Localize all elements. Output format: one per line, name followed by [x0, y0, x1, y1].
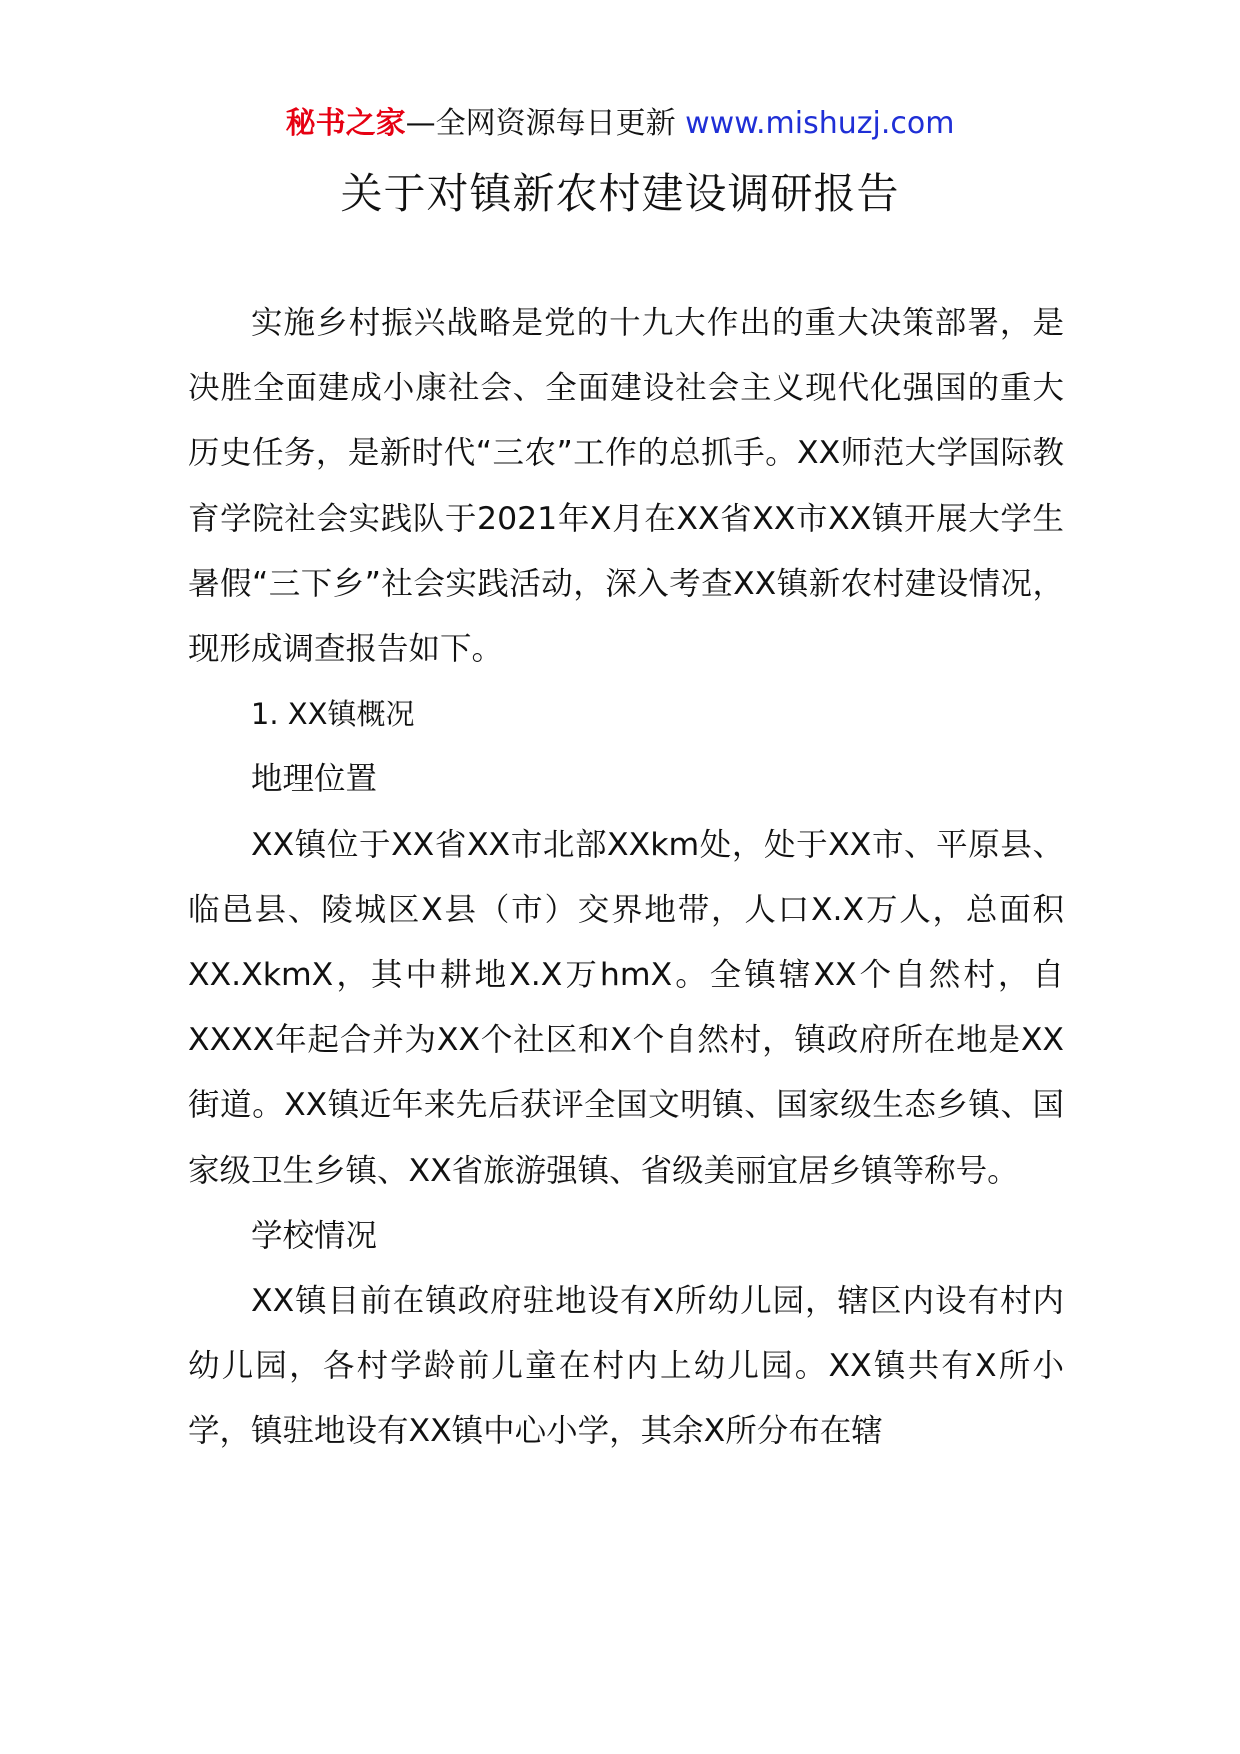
geography-paragraph: XX镇位于XX省XX市北部XXkm处，处于XX市、平原县、临邑县、陵城区X县（市）交界地带，人口X.X万人，总面积XX.XkmX，其中耕地X.X万hmX。全镇辖XX个自然村，自XXXX年起合并为XX个社区和X个自然村，镇政府所在地是XX街道。XX镇近年来先后获评全国文明镇、国家级生态乡镇、国家级卫生乡镇、XX省旅游强镇、省级美丽宜居乡镇等称号。	[188, 826, 1064, 1189]
site-brand: 秘书之家	[285, 106, 406, 141]
schools-paragraph: XX镇目前在镇政府驻地设有X所幼儿园，辖区内设有村内幼儿园，各村学龄前儿童在村内上幼儿园。XX镇共有X所小学，镇驻地设有XX镇中心小学，其余X所分布在辖	[188, 1283, 1064, 1450]
subsection-heading-schools: 学校情况	[251, 1217, 378, 1254]
section-heading: 1. XX镇概况	[250, 697, 415, 732]
subsection-heading-geography: 地理位置	[251, 761, 378, 798]
document-body	[188, 291, 1064, 1465]
site-header	[0, 102, 1240, 146]
site-slogan: —全网资源每日更新	[405, 106, 676, 141]
intro-paragraph: 实施乡村振兴战略是党的十九大作出的重大决策部署，是决胜全面建成小康社会、全面建设社会主义现代化强国的重大历史任务，是新时代“三农”工作的总抓手。XX师范大学国际教育学院社会实践队于2021年X月在XX省XX市XX镇开展大学生暑假“三下乡”社会实践活动，深入考查XX镇新农村建设情况，现形成调查报告如下。	[188, 305, 1064, 668]
site-url[interactable]: www.mishuzj.com	[685, 106, 955, 141]
document-title: 关于对镇新农村建设调研报告	[340, 169, 900, 218]
